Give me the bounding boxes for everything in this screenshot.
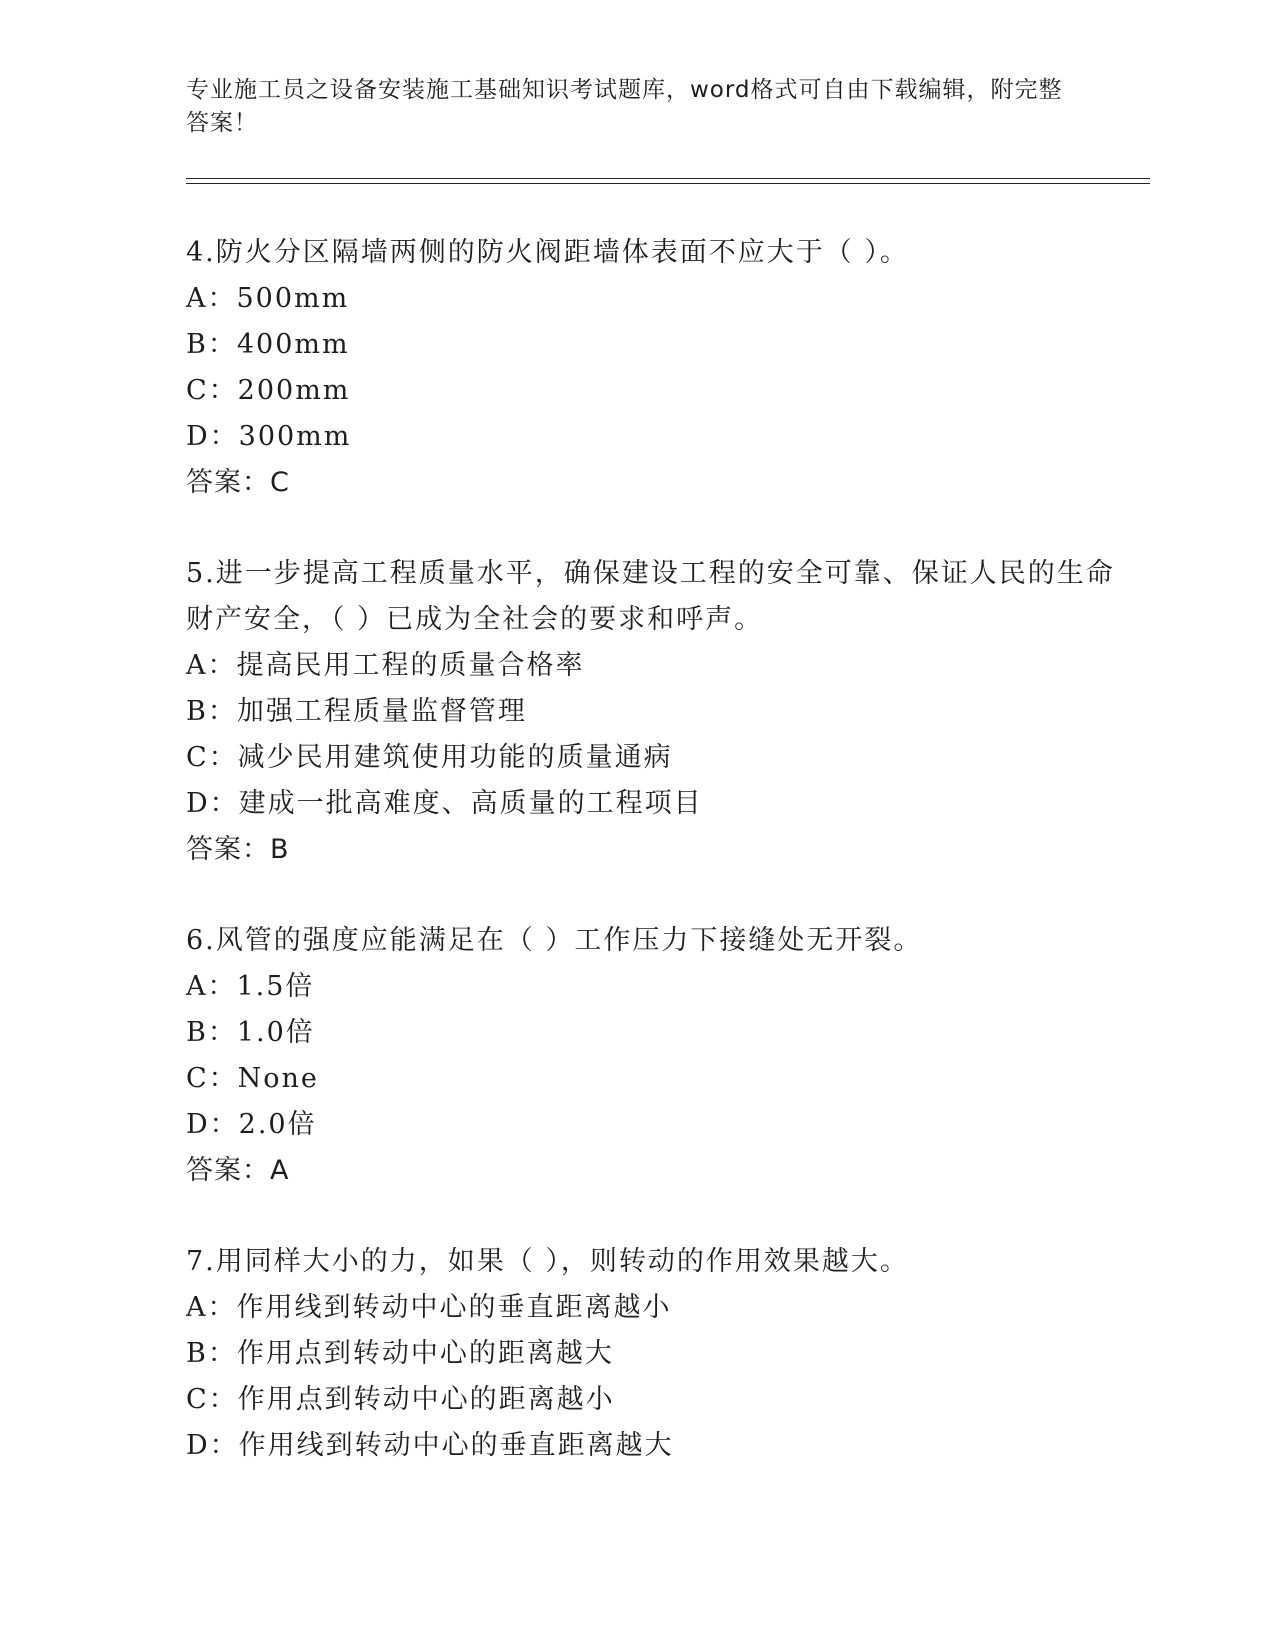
document-header: 专业施工员之设备安装施工基础知识考试题库，word格式可自由下载编辑，附完整答案！ xyxy=(186,77,1063,136)
question-stem: 5.进一步提高工程质量水平，确保建设工程的安全可靠、保证人民的生命财产安全，（ ）已成为全社会的要求和呼声。 xyxy=(186,558,1115,635)
header-divider-bottom xyxy=(186,183,1150,184)
question-stem: 7.用同样大小的力，如果（ ），则转动的作用效果越大。 xyxy=(186,1246,909,1277)
option-b: B：400mm xyxy=(186,329,350,360)
question-stem: 6.风管的强度应能满足在（ ）工作压力下接缝处无开裂。 xyxy=(186,925,923,956)
option-c: C：减少民用建筑使用功能的质量通病 xyxy=(186,742,673,773)
option-b: B：1.0倍 xyxy=(186,1017,315,1048)
answer-line: 答案：A xyxy=(186,1155,290,1186)
option-d: D：建成一批高难度、高质量的工程项目 xyxy=(186,788,703,819)
question-4 xyxy=(186,230,1126,506)
option-a: A：提高民用工程的质量合格率 xyxy=(186,650,585,681)
option-c: C：200mm xyxy=(186,375,351,406)
option-d: D：2.0倍 xyxy=(186,1109,317,1140)
option-b: B：加强工程质量监督管理 xyxy=(186,696,527,727)
option-c: C：None xyxy=(186,1063,319,1094)
header-divider-top xyxy=(186,178,1150,179)
answer-line: 答案：B xyxy=(186,834,290,865)
option-c: C：作用点到转动中心的距离越小 xyxy=(186,1384,615,1415)
option-d: D：作用线到转动中心的垂直距离越大 xyxy=(186,1430,674,1461)
question-list xyxy=(186,230,1126,1514)
option-a: A：1.5倍 xyxy=(186,971,315,1002)
question-6 xyxy=(186,918,1126,1194)
answer-line: 答案：C xyxy=(186,467,290,498)
option-d: D：300mm xyxy=(186,421,352,452)
question-5 xyxy=(186,551,1126,873)
option-a: A：作用线到转动中心的垂直距离越小 xyxy=(186,1292,672,1323)
question-7 xyxy=(186,1239,1126,1469)
option-a: A：500mm xyxy=(186,283,350,314)
question-stem: 4.防火分区隔墙两侧的防火阀距墙体表面不应大于（ ）。 xyxy=(186,237,909,268)
option-b: B：作用点到转动中心的距离越大 xyxy=(186,1338,614,1369)
